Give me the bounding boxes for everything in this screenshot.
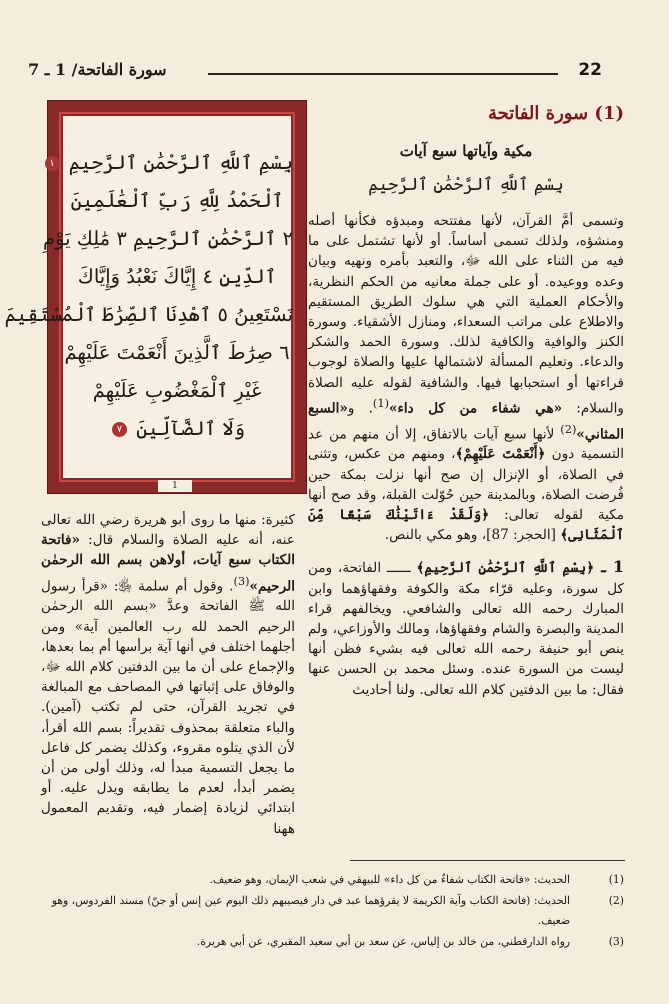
- left-text-a: كثيرة: منها ما روى أبو هريرة رضي الله تعالى عنه، أنه عليه الصلاة والسلام قال:: [41, 512, 295, 549]
- footnote-ref-3: (3): [233, 573, 250, 588]
- right-column: [308, 95, 624, 700]
- intro-text-b: . و: [347, 400, 373, 417]
- intro-text-c: لأنها سبع آيات بالاتفاق، إلا أن منهم من عد التسمية دون: [308, 426, 624, 463]
- quran-line: ٦ صِرَٰطَ ٱلَّذِينَ أَنْعَمْتَ عَلَيْهِمْ: [64, 341, 290, 364]
- verse-commentary-1: [308, 557, 624, 699]
- verse-commentary-text: ــــــ الفاتحة، ومن كل سورة، وعليه قرّاء مكة والكوفة وفقهاؤهما وابن المبارك رحمه الله تعالى والشافعي. ويخالفهم قراء المدينة والبصرة والشام وفقهاؤها، ومالك والأوزاعي، ولم ينص أبو حنيفة رحمه الله تعالى فيه بشيء فظن أنها ليست من السورة عنده. وسئل محمد بن الحسن عنها فقال: ما بين الدفتين كلام الله تعالى. ولنا أحاديث: [308, 560, 624, 698]
- footnote-number: (3): [608, 935, 624, 948]
- footnote-ref-2: (2): [560, 421, 577, 436]
- intro-paragraph: [308, 211, 624, 545]
- footnote: [41, 932, 624, 952]
- intro-text-e: [الحجر: 87]، وهو مكي بالنص.: [384, 527, 561, 544]
- footnotes: [41, 870, 624, 953]
- quran-text-box: [4, 112, 295, 482]
- left-text-b: . وقول أم سلمة ﵂: «قرأ رسول الله ﷺ الفاتحة وعدَّ «بسم الله الرحمٰن الرحيم الحمد لله رب العالمين آية» ومن أجلهما اختلف في أنها آية برأسها أم بما بعدها، والإجماع على أن ما بين الدفتين كلام الله ﷻ، والوفاق على إثباتها في المصاحف مع المبالغة في تجريد القرآن، حتى لم تكتب (آمين). والباء متعلقة بمحذوف تقديراً: بسم الله أقرأ، لأن الذي يتلوه مقروء، وكذلك يضمر كل فاعل ما يجعل التسمية مبدأ له، وذلك أولى من أن يضمر أبدأ، لعدم ما يطابقه ويدل عليه. أو ابتدائي لزيادة إضمار فيه، وتقديم المعمول ههنا: [41, 578, 295, 837]
- quran-quote-2: ﴿وَلَقَدْ ءَاتَيْنَٰكَ سَبْعًا مِّنَ ٱلْمَثَانِى﴾: [308, 506, 624, 544]
- footnote-number: (2): [608, 894, 624, 907]
- header-rule: [208, 73, 558, 75]
- page-header: [28, 58, 602, 84]
- ayah-marker: ١: [45, 156, 60, 171]
- quran-line: ٢ ٱلرَّحْمَٰنِ ٱلرَّحِيمِ ٣ مَٰلِكِ يَوْمِ: [43, 227, 293, 250]
- hadith-quote-3: «فاتحة الكتاب سبع آيات، أولاهن بسم الله الرحمٰن الرحيم»: [41, 532, 295, 595]
- quran-line: وَلَا ٱلضَّآلِّينَ ٧: [61, 410, 293, 448]
- footnote-number: (1): [608, 873, 624, 886]
- intro-text-d: ، ومنهم من عكس، وتثنى في الصلاة، أو الإنزال إن صح أنها نزلت بمكة حين فُرضت الصلاة، وبالمدينة حين حُوّلت القبلة، وقد صح أنها مكية لقوله تعالى:: [308, 446, 624, 523]
- surah-title: (1) سورة الفاتحة: [488, 103, 624, 124]
- quran-quote-1: ﴿أَنْعَمْتَ عَلَيْهِمْ﴾: [455, 446, 546, 463]
- basmala-heading: بِسْمِ ٱللَّهِ ٱلرَّحْمَٰنِ ٱلرَّحِيمِ: [368, 175, 564, 195]
- quran-line: بِسْمِ ٱللَّهِ ٱلرَّحْمَٰنِ ٱلرَّحِيمِ ١: [61, 144, 293, 182]
- hadith-quote-1: «هي شفاء من كل داء»: [388, 400, 563, 417]
- quran-line: نَسْتَعِينُ ٥ ٱهْدِنَا ٱلصِّرَٰطَ ٱلْمُسْتَقِيمَ: [4, 303, 293, 326]
- running-title: سورة الفاتحة/ 1 ـ 7: [28, 60, 167, 79]
- quran-frame: [4, 100, 307, 494]
- footnote-text: الحديث: «فاتحة الكتاب شفاءٌ من كل داء» للبيهقي في شعب الإيمان، وهو ضعيف.: [209, 873, 570, 886]
- verse-quote: ﴿بِسْمِ ٱللَّهِ ٱلرَّحْمَٰنِ ٱلرَّحِيمِ﴾: [416, 560, 595, 577]
- verse-number: 1 ـ: [594, 557, 625, 577]
- quran-line: ٱلْحَمْدُ لِلَّهِ رَبِّ ٱلْعَٰلَمِينَ: [70, 189, 284, 212]
- hadith-quote-2: «السبع المثاني»: [308, 400, 624, 443]
- quran-line: غَيْرِ ٱلْمَغْضُوبِ عَلَيْهِمْ: [92, 379, 262, 402]
- footnote-ref-1: (1): [372, 395, 389, 410]
- footnote: [41, 891, 624, 931]
- quran-line: ٱلدِّينِ ٤ إِيَّاكَ نَعْبُدُ وَإِيَّاكَ: [77, 265, 277, 288]
- page-number: 22: [578, 60, 602, 80]
- footnote-text: الحديث: (فاتحة الكتاب وآية الكريمة لا يقرؤهما عبد في دار فيصيبهم ذلك اليوم عين إنس أو جنّ) مسند الفردوس، وهو ضعيف.: [51, 894, 570, 927]
- left-column: [41, 510, 295, 839]
- footnote: [41, 870, 624, 890]
- footnote-text: رواه الدارقطني، من خالد بن إلياس، عن سعد بن أبي سعيد المقبري، عن أبي هريرة.: [196, 935, 570, 948]
- surah-subtitle: مكية وآياتها سبع آيات: [399, 142, 533, 160]
- frame-page-number: 1: [158, 480, 192, 492]
- ayah-marker: ٧: [112, 422, 127, 437]
- footnote-separator: [350, 860, 625, 861]
- intro-text-a: وتسمى أمَّ القرآن، لأنها مفتتحه ومبدؤه فكأنها أصله ومنشؤه، ولذلك تسمى أساساً. أو لأنها تشتمل على ما فيه من الثناء على الله ﷻ، والتعبد بأمره ونهيه وبيان وعده ووعيده. أو على جملة معانيه من الحكم النظرية، والأحكام العملية التي هي سلوك الطريق المستقيم والاطلاع على مراتب السعداء، ومنازل الأشقياء. وسورة الكنز والوافية والكافية لذلك. وسورة الحمد والشكر والدعاء. وتعليم المسألة لاشتمالها عليها والصلاة لوجوب قراءتها أو استحبابها فيها. والشافية لقوله عليه الصلاة والسلام:: [308, 213, 624, 417]
